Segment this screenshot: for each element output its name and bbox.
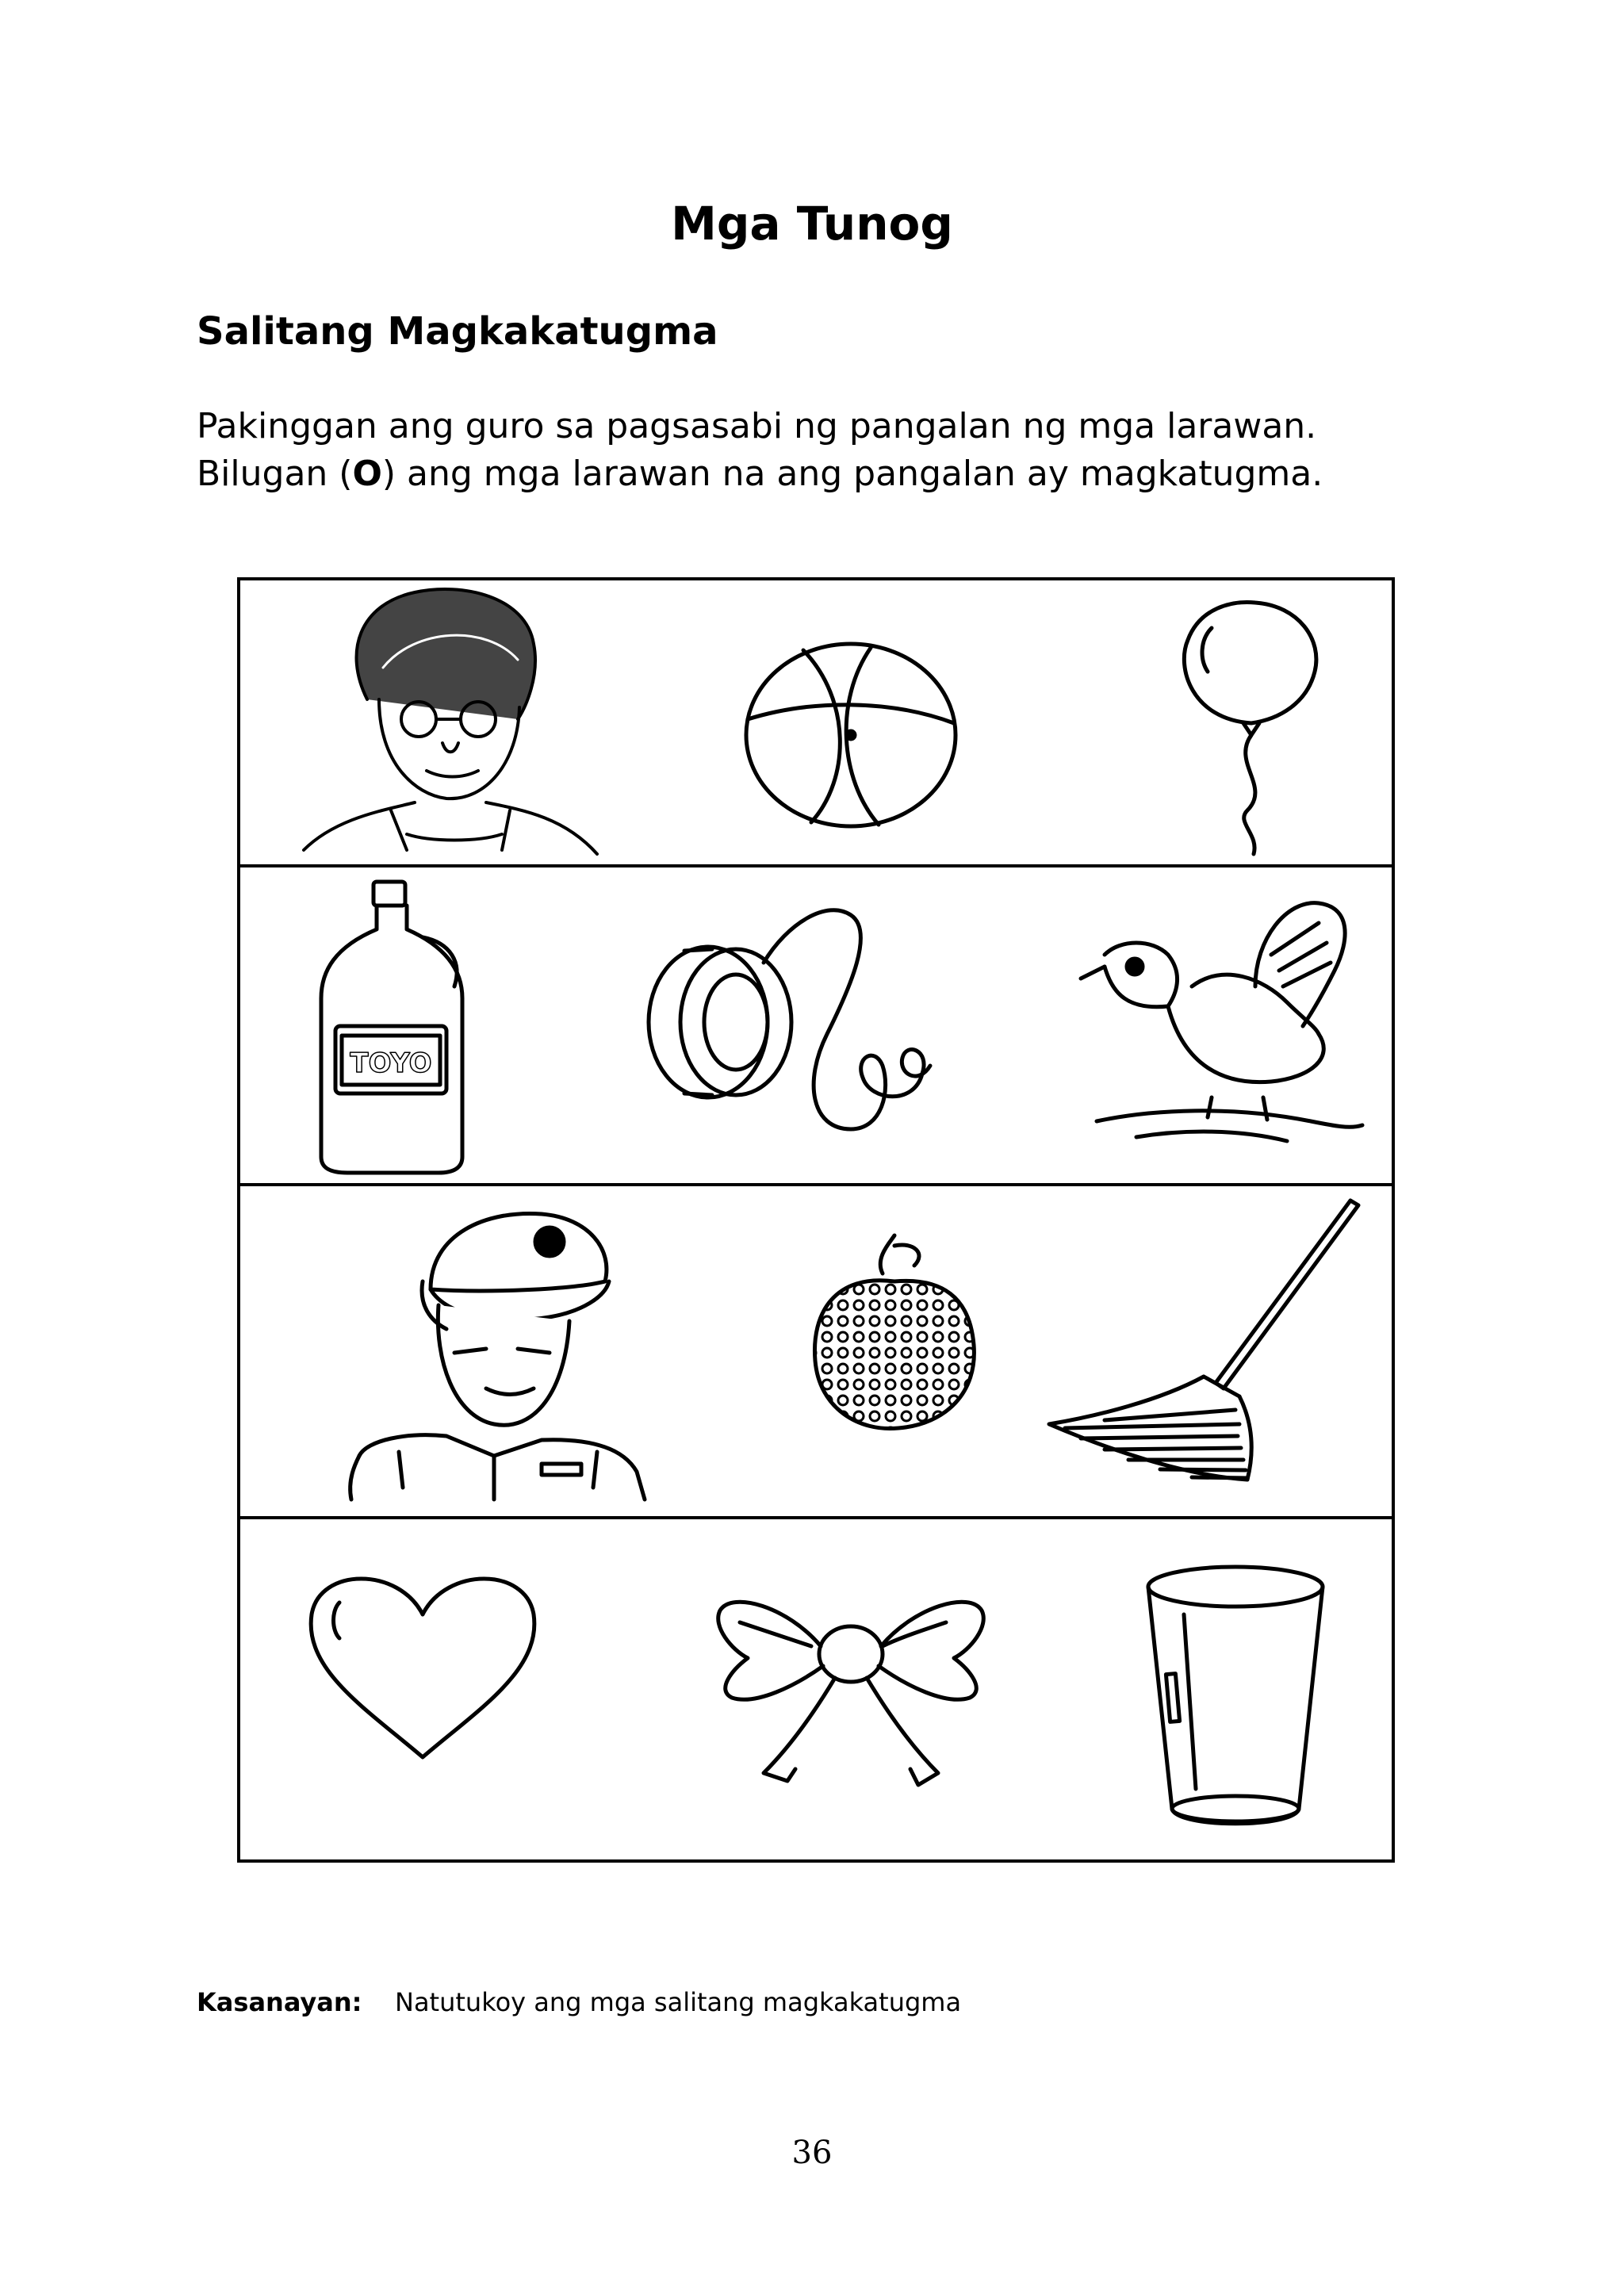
skill-text: Natutukoy ang mga salitang magkakatugma — [395, 1987, 962, 2017]
walis-picture[interactable] — [1033, 1186, 1390, 1516]
grid-row — [240, 1519, 1392, 1859]
pulis-icon — [312, 1186, 700, 1519]
puso-picture[interactable] — [272, 1519, 573, 1859]
toyo-bottle-icon — [304, 867, 486, 1186]
ibon-picture[interactable] — [1049, 867, 1366, 1183]
puso-icon — [272, 1519, 573, 1859]
circle-symbol: O — [352, 454, 382, 494]
toyo-picture[interactable] — [304, 867, 486, 1183]
baso-picture[interactable] — [1136, 1519, 1335, 1859]
skill-label: Kasanayan: — [197, 1987, 362, 2017]
instruction-line-2 — [197, 450, 1323, 498]
instruction-line-1: Pakinggan ang guro sa pagsasabi ng pangalan ng mga larawan. — [197, 406, 1317, 446]
lobo-icon — [1152, 580, 1350, 867]
yoyo-icon — [613, 867, 978, 1186]
yoyo-picture[interactable] — [613, 867, 978, 1183]
lola-icon — [288, 580, 637, 867]
instruction-line-2-start: Bilugan ( — [197, 454, 353, 494]
ibon-icon — [1049, 867, 1366, 1186]
page-title: Mga Tunog — [671, 197, 953, 251]
laso-picture[interactable] — [684, 1519, 1017, 1859]
section-subtitle: Salitang Magkakatugma — [197, 309, 718, 354]
picture-grid — [237, 577, 1395, 1863]
baso-icon — [1136, 1519, 1335, 1859]
bottle-label: TOYO — [350, 1047, 432, 1079]
skill-note — [197, 1987, 962, 2017]
lola-picture[interactable] — [288, 580, 637, 864]
grid-row — [240, 867, 1392, 1186]
walis-icon — [1033, 1186, 1390, 1519]
laso-icon — [684, 1519, 1017, 1859]
grid-row — [240, 1186, 1392, 1519]
atis-icon — [787, 1186, 1002, 1519]
pulis-picture[interactable] — [312, 1186, 700, 1516]
bola-icon — [732, 580, 970, 867]
grid-row — [240, 580, 1392, 867]
atis-picture[interactable] — [787, 1186, 1002, 1516]
instructions — [197, 403, 1323, 498]
lobo-picture[interactable] — [1152, 580, 1350, 864]
bola-picture[interactable] — [732, 580, 970, 864]
instruction-line-2-end: ) ang mga larawan na ang pangalan ay magkatugma. — [381, 454, 1323, 494]
page-number: 36 — [791, 2135, 833, 2171]
